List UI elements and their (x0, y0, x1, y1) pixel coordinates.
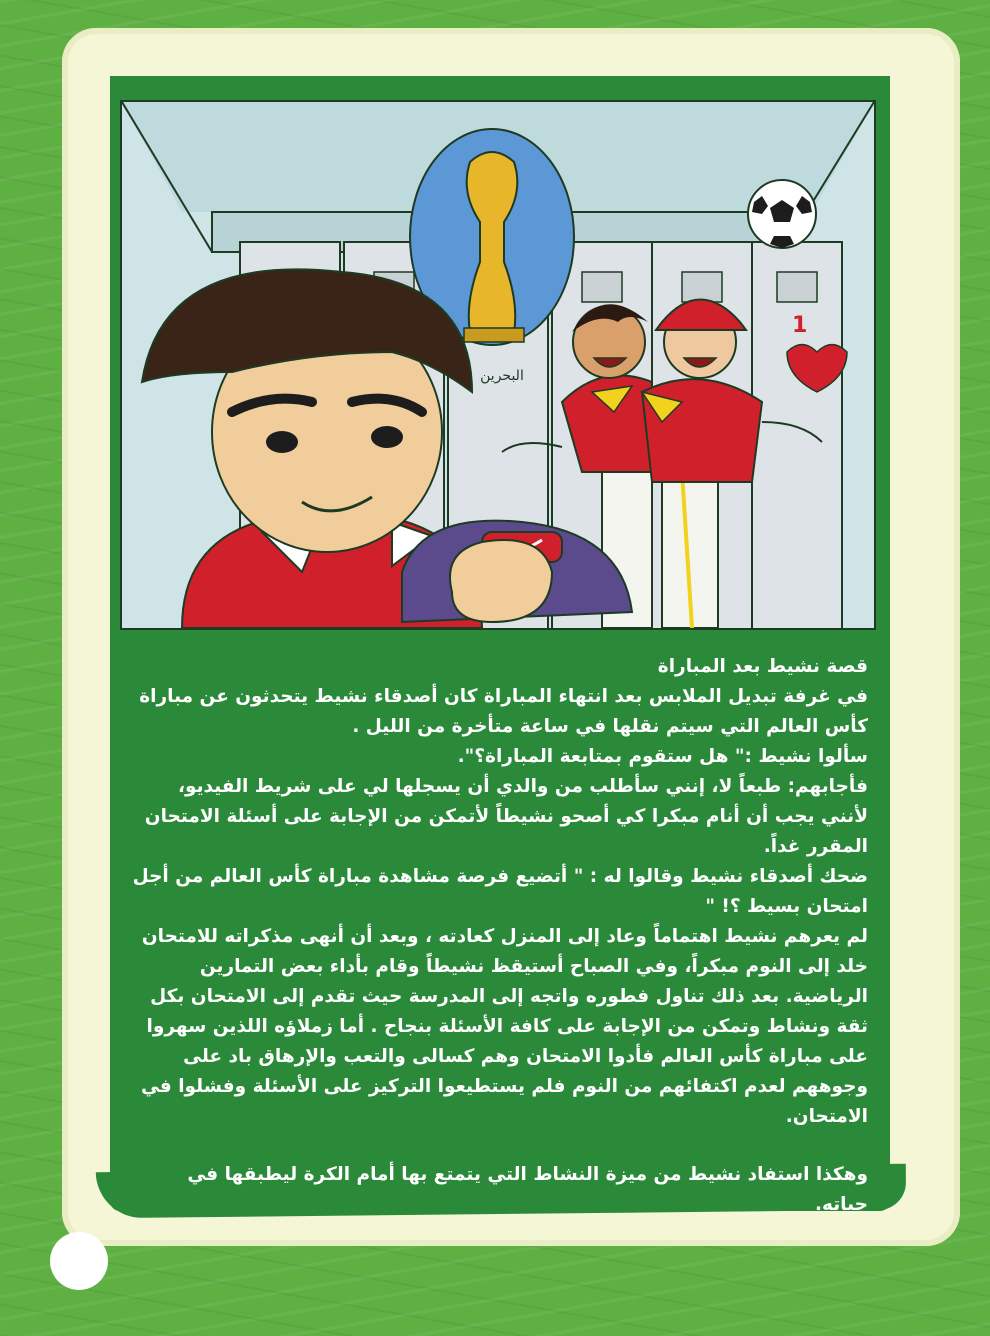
story-paragraph: في غرفة تبديل الملابس بعد انتهاء المباراة كان أصدقاء نشيط يتحدثون عن مباراة كأس العالم التي سيتم نقلها في ساعة متأخرة من الليل . (139, 686, 868, 737)
story-title: قصة نشيط بعد المباراة (657, 656, 868, 677)
page-number-circle (50, 1232, 108, 1290)
story-paragraph: فأجابهم: طبعاً لا، إنني سأطلب من والدي أن يسجلها لي على شريط الفيديو، لأنني يجب أن أنام مبكرا كي أصحو نشيطاً لأتمكن من الإجابة على أسئلة الامتحان المقرر غداً. (144, 776, 868, 857)
comic-illustration (120, 100, 876, 630)
paragraph-gap (130, 1132, 868, 1160)
story-paragraph: ضحك أصدقاء نشيط وقالوا له : " أتضيع فرصة مشاهدة مباراة كأس العالم من أجل امتحان بسيط ؟! " (132, 866, 868, 917)
locker-room-scene (122, 102, 874, 628)
svg-text:1: 1 (792, 313, 808, 338)
soccer-ball-icon (748, 180, 816, 248)
story-paragraph: لم يعرهم نشيط اهتماماً وعاد إلى المنزل كعادته ، وبعد أن أنهى مذكراته للامتحان خلد إلى النوم مبكراً، وفي الصباح أستيقظ نشيطاً وقام بأداء بعض التمارين الرياضية. بعد ذلك تناول فطوره واتجه إلى المدرسة حيث تقدم إلى الامتحان بكل ثقة ونشاط وتمكن من الإجابة على كافة الأسئلة بنجاح . أما زملاؤه اللذين سهروا على مباراة كأس العالم فأدوا الامتحان وهم كسالى والتعب والإرهاق باد على وجوههم لعدم اكتفائهم من النوم فلم يستطيعوا التركيز على الأسئلة وفشلوا في الامتحان. (140, 926, 868, 1127)
story-paragraph: سألوا نشيط :" هل ستقوم بمتابعة المباراة؟". (457, 746, 868, 767)
story-text (130, 652, 868, 1220)
story-conclusion: وهكذا استفاد نشيط من ميزة النشاط التي يتمتع بها أمام الكرة ليطبقها في حياته. (187, 1164, 868, 1215)
locker-graffiti: البحرين (480, 368, 524, 384)
